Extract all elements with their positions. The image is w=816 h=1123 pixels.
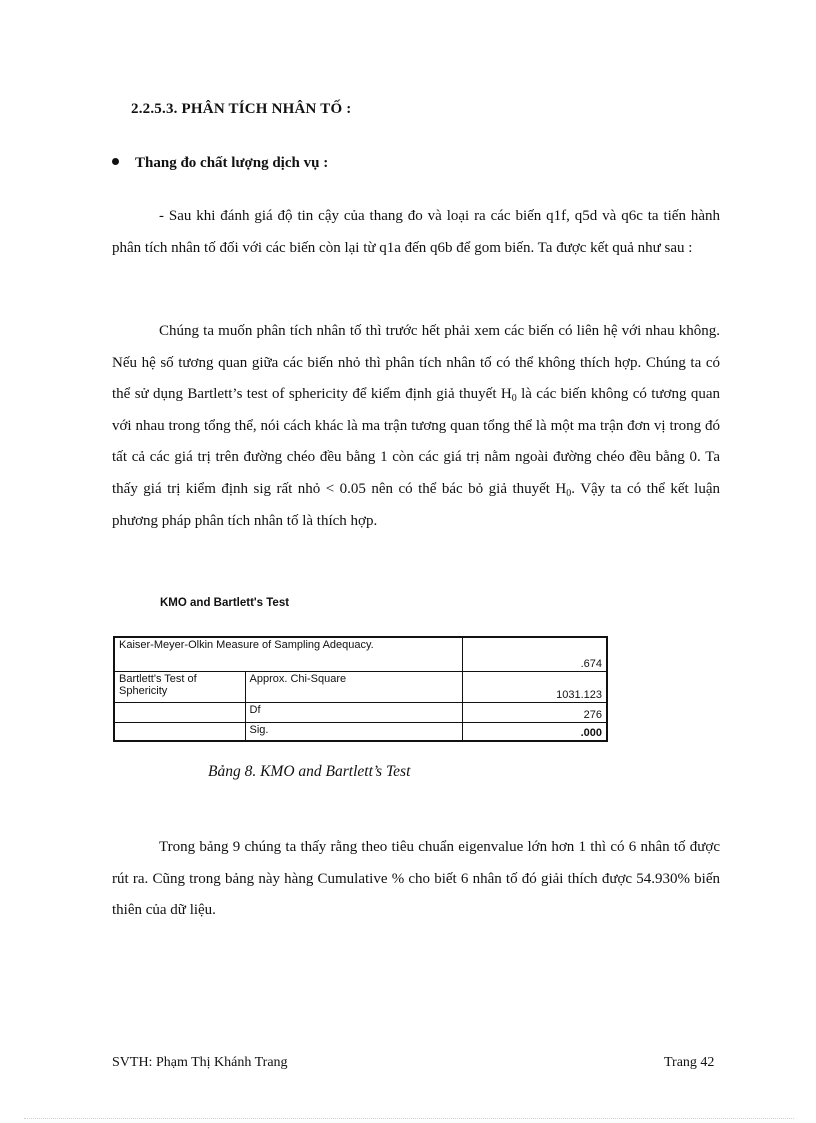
df-label-cell: Df (245, 702, 462, 722)
bullet-icon (112, 158, 119, 165)
table-row (114, 722, 607, 741)
kmo-value-cell: .674 (462, 637, 607, 671)
table-row (114, 637, 607, 671)
table-title: KMO and Bartlett's Test (160, 597, 290, 609)
footer-page-number: Trang 42 (664, 1055, 715, 1070)
df-value-cell: 276 (462, 702, 607, 722)
chi-square-value-cell: 1031.123 (462, 671, 607, 702)
bartlett-label-cell: Bartlett's Test of Sphericity (114, 671, 245, 702)
paragraph-2-text-b: là các biến không có tương quan với nhau trong tổng thể, nói cách khác là ma trận tương quan tổng thể là một ma trận đơn vị trong đó tất cả các giá trị trên đường chéo đều bằng 1 còn các giá trị nằm ngoài đường chéo đều bằng 0. Ta thấy giá trị kiểm định sig rất nhỏ < 0.05 nên có thể bác bỏ giả thuyết H (112, 386, 721, 497)
bullet-text: Thang đo chất lượng dịch vụ : (135, 155, 329, 171)
table-caption: Bảng 8. KMO and Bartlett’s Test (208, 763, 411, 780)
empty-cell (114, 702, 245, 722)
kmo-label-cell: Kaiser-Meyer-Olkin Measure of Sampling Adequacy. (114, 637, 462, 671)
paragraph-1-text: - Sau khi đánh giá độ tin cậy của thang đo và loại ra các biến q1f, q5d và q6c ta tiến hành phân tích nhân tố đối với các biến còn lại từ q1a đến q6b để gom biến. Ta được kết quả như sau : (112, 208, 720, 256)
chi-square-label-cell: Approx. Chi-Square (245, 671, 462, 702)
bullet-item (112, 155, 328, 172)
paragraph-3 (112, 832, 720, 927)
paragraph-2-text-a: Chúng ta muốn phân tích nhân tố thì trước hết phải xem các biến có liên hệ với nhau không. Nếu hệ số tương quan giữa các biến nhỏ thì phân tích nhân tố có thể không thích hợp. Chúng ta có thể sử dụng Bartlett’s test of sphericity để kiểm định giả thuyết H (112, 323, 720, 403)
paragraph-1 (112, 201, 720, 264)
empty-cell (114, 722, 245, 741)
subscript-zero: 0 (566, 487, 572, 499)
paragraph-2-text-c: . Vậy ta có thể kết luận phương pháp phân tích nhân tố là thích hợp. (112, 480, 720, 529)
paragraph-3-text: Trong bảng 9 chúng ta thấy rằng theo tiêu chuẩn eigenvalue lớn hơn 1 thì có 6 nhân tố được rút ra. Cũng trong bảng này hàng Cumulative % cho biết 6 nhân tố đó giải thích được 54.930% biến thiên của dữ liệu. (112, 839, 720, 919)
footer-divider (24, 1118, 794, 1119)
paragraph-2 (112, 316, 720, 537)
sig-value-cell: .000 (462, 722, 607, 741)
kmo-bartlett-table (113, 636, 608, 742)
section-heading: 2.2.5.3. PHÂN TÍCH NHÂN TỐ : (131, 101, 352, 117)
subscript-zero: 0 (511, 393, 517, 405)
table-row (114, 671, 607, 702)
sig-label-cell: Sig. (245, 722, 462, 741)
footer-author: SVTH: Phạm Thị Khánh Trang (112, 1055, 288, 1070)
table-row (114, 702, 607, 722)
